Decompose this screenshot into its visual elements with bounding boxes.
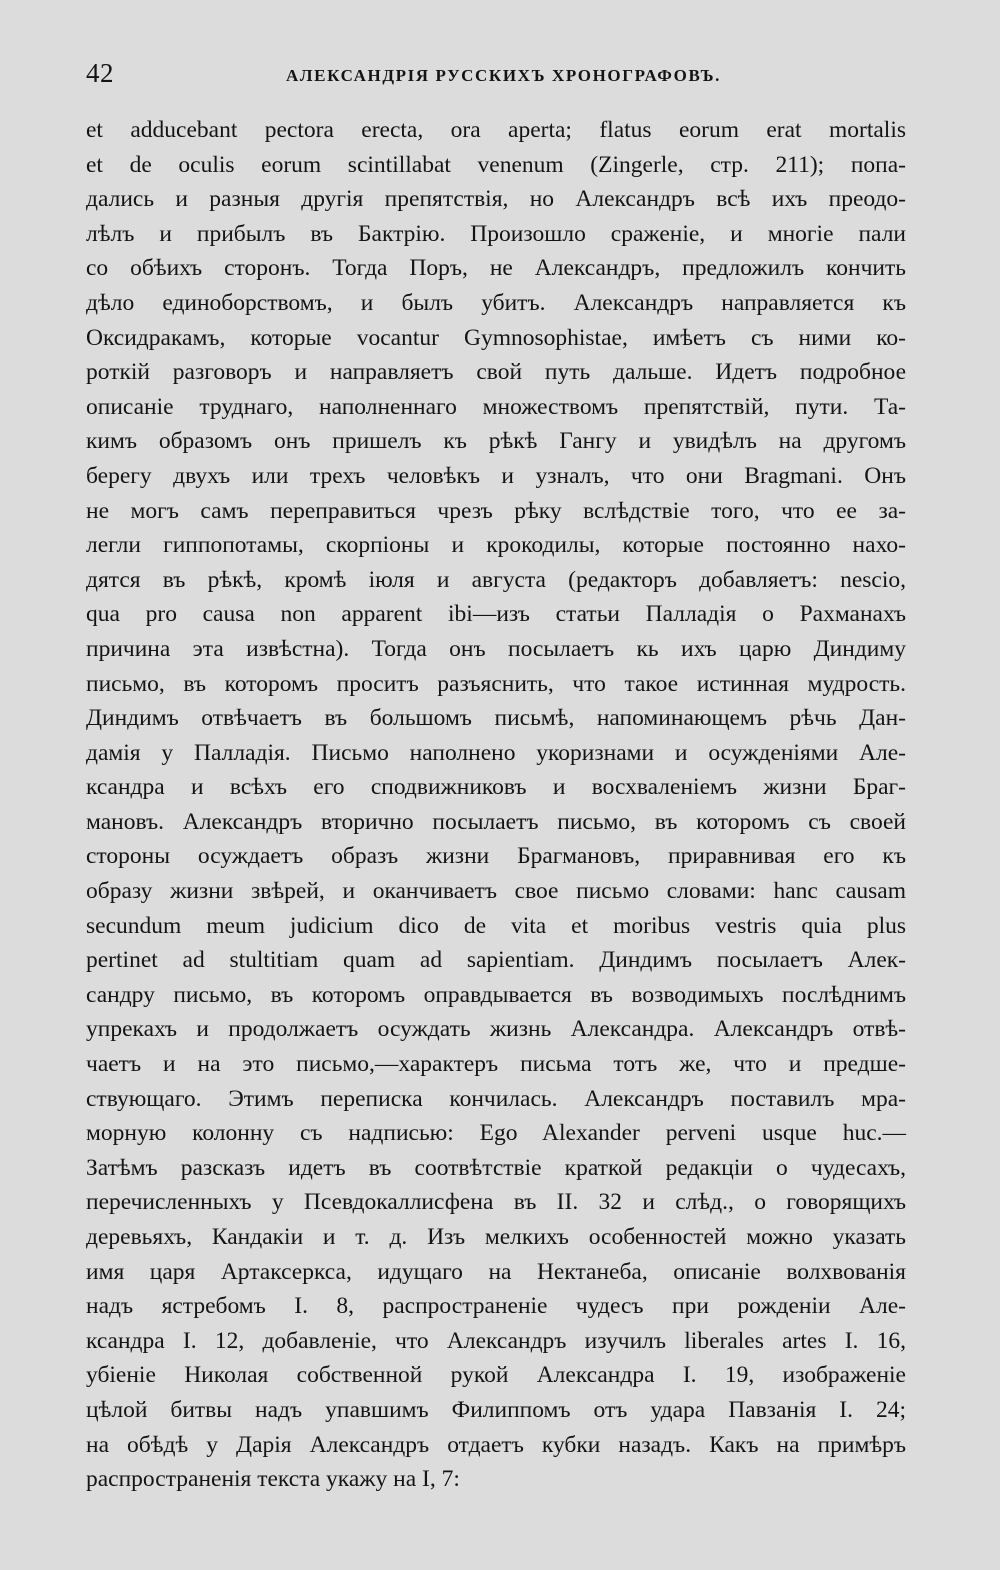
text-line: чаетъ и на это письмо,—характеръ письма тотъ же, что и предше- (86, 1051, 906, 1078)
text-line: дѣло единоборствомъ, и былъ убитъ. Александръ направляется къ (86, 289, 906, 316)
text-line: мановъ. Александръ вторично посылаетъ письмо, въ которомъ съ своей (86, 808, 906, 835)
text-line: et de oculis eorum scintillabat venenum (Zingerle, стр. 211); попа- (86, 151, 906, 178)
text-line: не могъ самъ переправиться чрезъ рѣку вслѣдствіе того, что ее за- (86, 497, 906, 524)
text-line: Затѣмъ разсказъ идетъ въ соотвѣтствіе краткой редакціи о чудесахъ, (86, 1154, 906, 1181)
text-line: причина эта извѣстна). Тогда онъ посылаетъ кь ихъ царю Диндиму (86, 635, 906, 662)
running-head: АЛЕКСАНДРІЯ РУССКИХЪ ХРОНОГРАФОВЪ. (286, 66, 721, 85)
text-line: Оксидракамъ, которые vocantur Gymnosophistae, имѣетъ съ ними ко- (86, 324, 906, 351)
text-line: письмо, въ которомъ проситъ разъяснить, что такое истинная мудрость. (86, 670, 906, 697)
text-line: роткій разговоръ и направляетъ свой путь дальше. Идетъ подробное (86, 359, 906, 386)
text-line: со обѣихъ сторонъ. Тогда Поръ, не Александръ, предложилъ кончить (86, 255, 906, 282)
text-line: кимъ образомъ онъ пришелъ къ рѣкѣ Гангу и увидѣлъ на другомъ (86, 428, 906, 455)
text-line: qua pro causa non apparent ibi—изъ статьи Палладія о Рахманахъ (86, 601, 906, 628)
text-line: дамія у Палладія. Письмо наполнено укоризнами и осужденіями Але- (86, 739, 906, 766)
text-line: легли гиппопотамы, скорпіоны и крокодилы, которые постоянно нахо- (86, 532, 906, 559)
text-line: pertinet ad stultitiam quam ad sapientiam. Диндимъ посылаетъ Алек- (86, 947, 906, 974)
text-line: ствующаго. Этимъ переписка кончилась. Александръ поставилъ мра- (86, 1085, 906, 1112)
text-line: стороны осуждаетъ образъ жизни Брагмановъ, приравнивая его къ (86, 843, 906, 870)
text-line: на обѣдѣ у Дарія Александръ отдаетъ кубки назадъ. Какъ на примѣръ (86, 1431, 906, 1458)
text-line: убіеніе Николая собственной рукой Александра I. 19, изображеніе (86, 1362, 906, 1389)
text-line: упрекахъ и продолжаетъ осуждать жизнь Александра. Александръ отвѣ- (86, 1016, 906, 1043)
text-line: цѣлой битвы надъ упавшимъ Филиппомъ отъ удара Павзанія I. 24; (86, 1396, 906, 1423)
text-line-last: распространенія текста укажу на I, 7: (86, 1466, 460, 1493)
text-line: морную колонну съ надписью: Ego Alexander perveni usque huc.— (86, 1120, 906, 1147)
text-line: берегу двухъ или трехъ человѣкъ и узналъ, что они Bragmani. Онъ (86, 462, 906, 489)
body-text (86, 113, 906, 1497)
text-line: описаніе труднаго, наполненнаго множествомъ препятствій, пути. Та- (86, 393, 906, 420)
text-line: перечисленныхъ у Псевдокаллисфена въ II. 32 и слѣд., о говорящихъ (86, 1189, 906, 1216)
page-number: 42 (86, 58, 114, 88)
text-line: ксандра и всѣхъ его сподвижниковъ и восхваленіемъ жизни Браг- (86, 774, 906, 801)
text-line: имя царя Артаксеркса, идущаго на Нектанеба, описаніе волхвованія (86, 1258, 906, 1285)
text-line: ксандра I. 12, добавленіе, что Александръ изучилъ liberales artes I. 16, (86, 1327, 906, 1354)
text-line: дались и разныя другія препятствія, но Александръ всѣ ихъ преодо- (86, 186, 906, 213)
text-line: деревьяхъ, Кандакіи и т. д. Изъ мелкихъ особенностей можно указать (86, 1224, 906, 1250)
text-line: сандру письмо, въ которомъ оправдывается въ возводимыхъ послѣднимъ (86, 981, 906, 1008)
text-line: образу жизни звѣрей, и оканчиваетъ свое письмо словами: hanc causam (86, 878, 906, 905)
text-line: Диндимъ отвѣчаетъ въ большомъ письмѣ, напоминающемъ рѣчь Дан- (86, 705, 906, 732)
text-line: дятся въ рѣкѣ, кромѣ іюля и августа (редакторъ добавляетъ: nescio, (86, 566, 906, 593)
text-line: лѣлъ и прибылъ въ Бактрію. Произошло сраженіе, и многіе пали (86, 220, 906, 247)
page-header (86, 58, 906, 98)
text-line: et adducebant pectora erecta, ora aperta; flatus eorum erat mortalis (86, 117, 906, 143)
text-line: надъ ястребомъ I. 8, распространеніе чудесъ при рожденіи Але- (86, 1293, 906, 1320)
text-line: secundum meum judicium dico de vita et moribus vestris quia plus (86, 912, 906, 939)
